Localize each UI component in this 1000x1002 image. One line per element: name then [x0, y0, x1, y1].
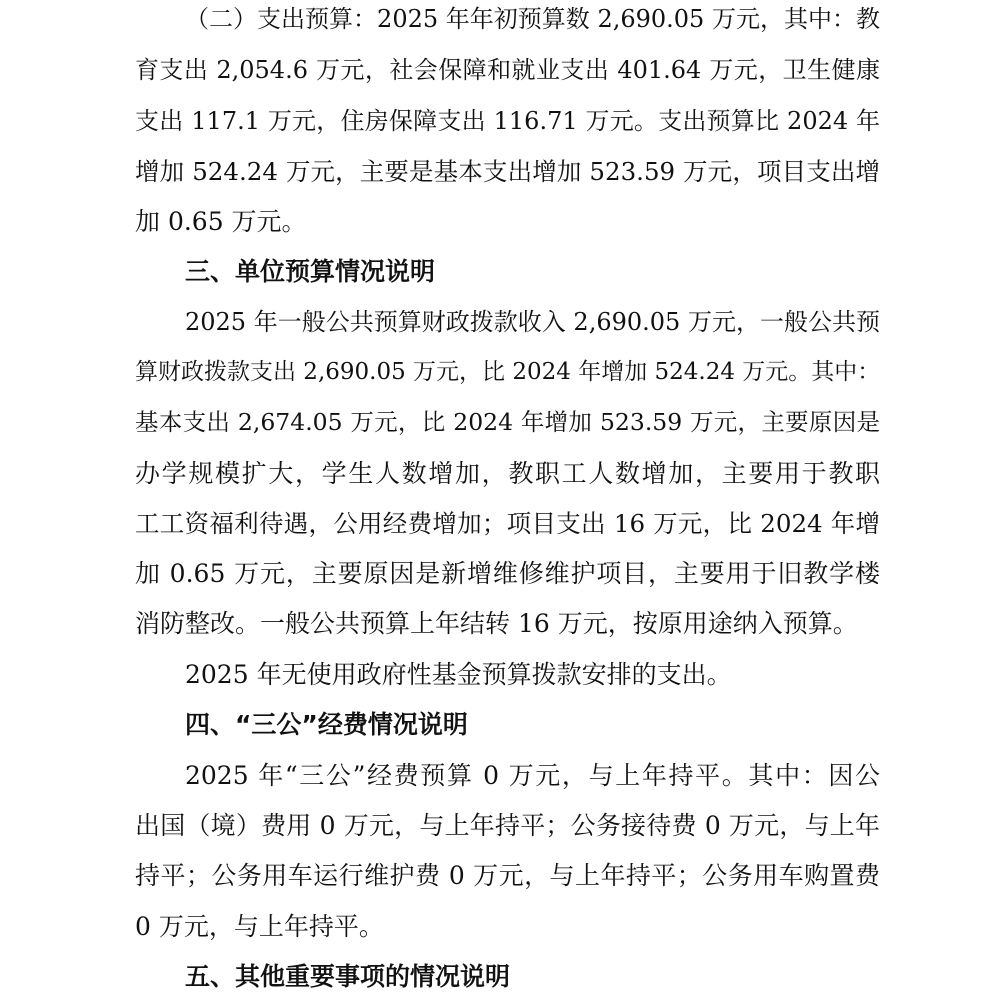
paragraph-line: 算财政拨款支出 2,690.05 万元，比 2024 年增加 524.24 万元。其中：	[135, 359, 881, 385]
paragraph-line: 加 0.65 万元。	[135, 207, 307, 236]
paragraph-line: 育支出 2,054.6 万元，社会保障和就业支出 401.64 万元，卫生健康	[135, 56, 880, 84]
paragraph-line: 支出 117.1 万元，住房保障支出 116.71 万元。支出预算比 2024 年	[135, 107, 880, 135]
paragraph-line: 消防整改。一般公共预算上年结转 16 万元，按原用途纳入预算。	[135, 609, 858, 638]
paragraph-line: 2025 年一般公共预算财政拨款收入 2,690.05 万元，一般公共预	[185, 308, 880, 336]
section-heading-three-public: 四、“三公”经费情况说明	[185, 710, 468, 739]
paragraph-line: 出国（境）费用 0 万元，与上年持平；公务接待费 0 万元，与上年	[135, 811, 880, 840]
paragraph-line: 2025 年无使用政府性基金预算拨款安排的支出。	[185, 660, 732, 689]
paragraph-line: （二）支出预算：2025 年年初预算数 2,690.05 万元，其中：教	[185, 5, 880, 33]
section-heading-unit-budget: 三、单位预算情况说明	[185, 257, 436, 286]
paragraph-line: 工工资福利待遇，公用经费增加；项目支出 16 万元，比 2024 年增	[135, 509, 880, 538]
paragraph-line: 加 0.65 万元，主要原因是新增维修维护项目，主要用于旧教学楼	[135, 559, 880, 588]
paragraph-line: 0 万元，与上年持平。	[135, 912, 384, 941]
paragraph-line: 持平；公务用车运行维护费 0 万元，与上年持平；公务用车购置费	[135, 861, 880, 890]
paragraph-line: 基本支出 2,674.05 万元，比 2024 年增加 523.59 万元，主要原因是	[135, 408, 880, 436]
section-heading-other-matters: 五、其他重要事项的情况说明	[185, 962, 511, 991]
paragraph-line: 办学规模扩大，学生人数增加，教职工人数增加，主要用于教职	[135, 459, 880, 488]
paragraph-line: 增加 524.24 万元，主要是基本支出增加 523.59 万元，项目支出增	[135, 157, 880, 186]
paragraph-line: 2025 年“三公”经费预算 0 万元，与上年持平。其中：因公	[185, 761, 880, 790]
